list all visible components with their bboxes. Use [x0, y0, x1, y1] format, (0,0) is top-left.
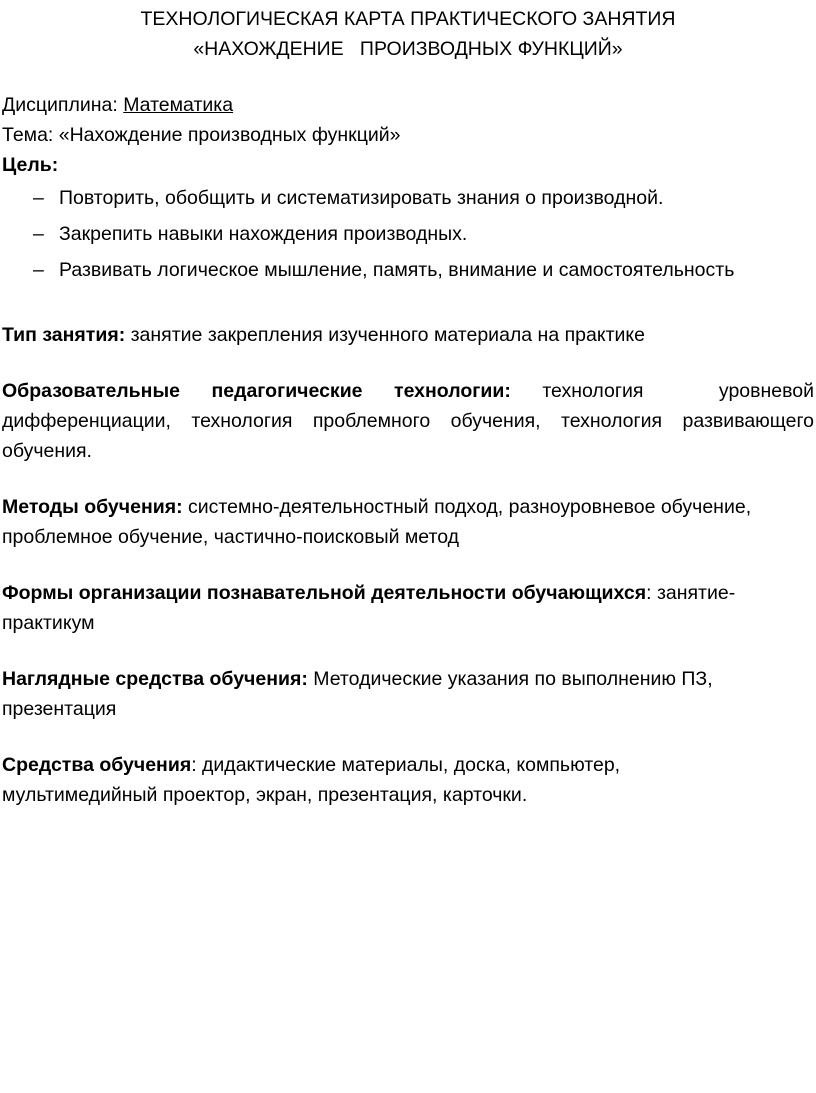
means-block	[2, 750, 814, 810]
discipline-label: Дисциплина:	[2, 94, 124, 116]
dash-bullet: –	[33, 187, 44, 209]
forms-value-2: практикум	[2, 612, 95, 634]
dash-bullet: –	[33, 259, 44, 281]
goal-item: – Развивать логическое мышление, память, внимание и самостоятельность	[2, 252, 814, 288]
lesson-type-value: занятие закрепления изученного материала на практике	[125, 324, 645, 346]
dash-bullet: –	[33, 223, 44, 245]
means-value-1: : дидактические материалы, доска, компьютер,	[191, 754, 621, 776]
visual-aids-value-1: Методические указания по выполнению ПЗ,	[307, 668, 713, 690]
forms-value-1: : занятие-	[646, 582, 736, 604]
document-title-line-2: «НАХОЖДЕНИЕ ПРОИЗВОДНЫХ ФУНКЦИЙ»	[193, 38, 623, 60]
technologies-value-3: обучения.	[2, 440, 92, 462]
technologies-line-1	[2, 376, 814, 406]
forms-line-1	[2, 578, 814, 608]
visual-aids-label: Наглядные средства обучения:	[2, 668, 308, 690]
technologies-label: Образовательные педагогические технологии:	[2, 380, 511, 402]
means-label: Средства обучения	[2, 754, 192, 776]
forms-block	[2, 578, 814, 638]
technologies-block	[2, 376, 814, 466]
means-line-1	[2, 750, 814, 780]
discipline-row	[2, 90, 814, 120]
methods-block	[2, 492, 814, 552]
methods-value-2: проблемное обучение, частично-поисковый метод	[2, 526, 460, 548]
goal-item: – Закрепить навыки нахождения производных.	[2, 216, 814, 252]
visual-aids-value-2: презентация	[2, 698, 117, 720]
methods-value-1: системно-деятельностный подход, разноуровневое обучение,	[182, 496, 752, 518]
lesson-type-label: Тип занятия:	[2, 324, 126, 346]
technologies-value-2: дифференциации, технология проблемного обучения, технология развивающего	[2, 410, 814, 432]
technologies-value-1: технология уровневой	[542, 380, 814, 402]
discipline-value: Математика	[123, 94, 234, 116]
lesson-type-row	[2, 320, 814, 350]
visual-aids-line-1	[2, 664, 814, 694]
forms-label: Формы организации познавательной деятельности обучающихся	[2, 582, 647, 604]
document-title-line-1: ТЕХНОЛОГИЧЕСКАЯ КАРТА ПРАКТИЧЕСКОГО ЗАНЯТИЯ	[140, 8, 676, 30]
methods-label: Методы обучения:	[2, 496, 183, 518]
goal-list	[2, 180, 814, 288]
means-value-2: мультимедийный проектор, экран, презентация, карточки.	[2, 784, 528, 806]
goal-label: Цель:	[2, 154, 59, 176]
goal-item: – Повторить, обобщить и систематизировать знания о производной.	[2, 180, 814, 216]
document-page	[2, 0, 814, 810]
methods-line-1	[2, 492, 814, 522]
visual-aids-block	[2, 664, 814, 724]
topic-row: Тема: «Нахождение производных функций»	[2, 124, 401, 146]
